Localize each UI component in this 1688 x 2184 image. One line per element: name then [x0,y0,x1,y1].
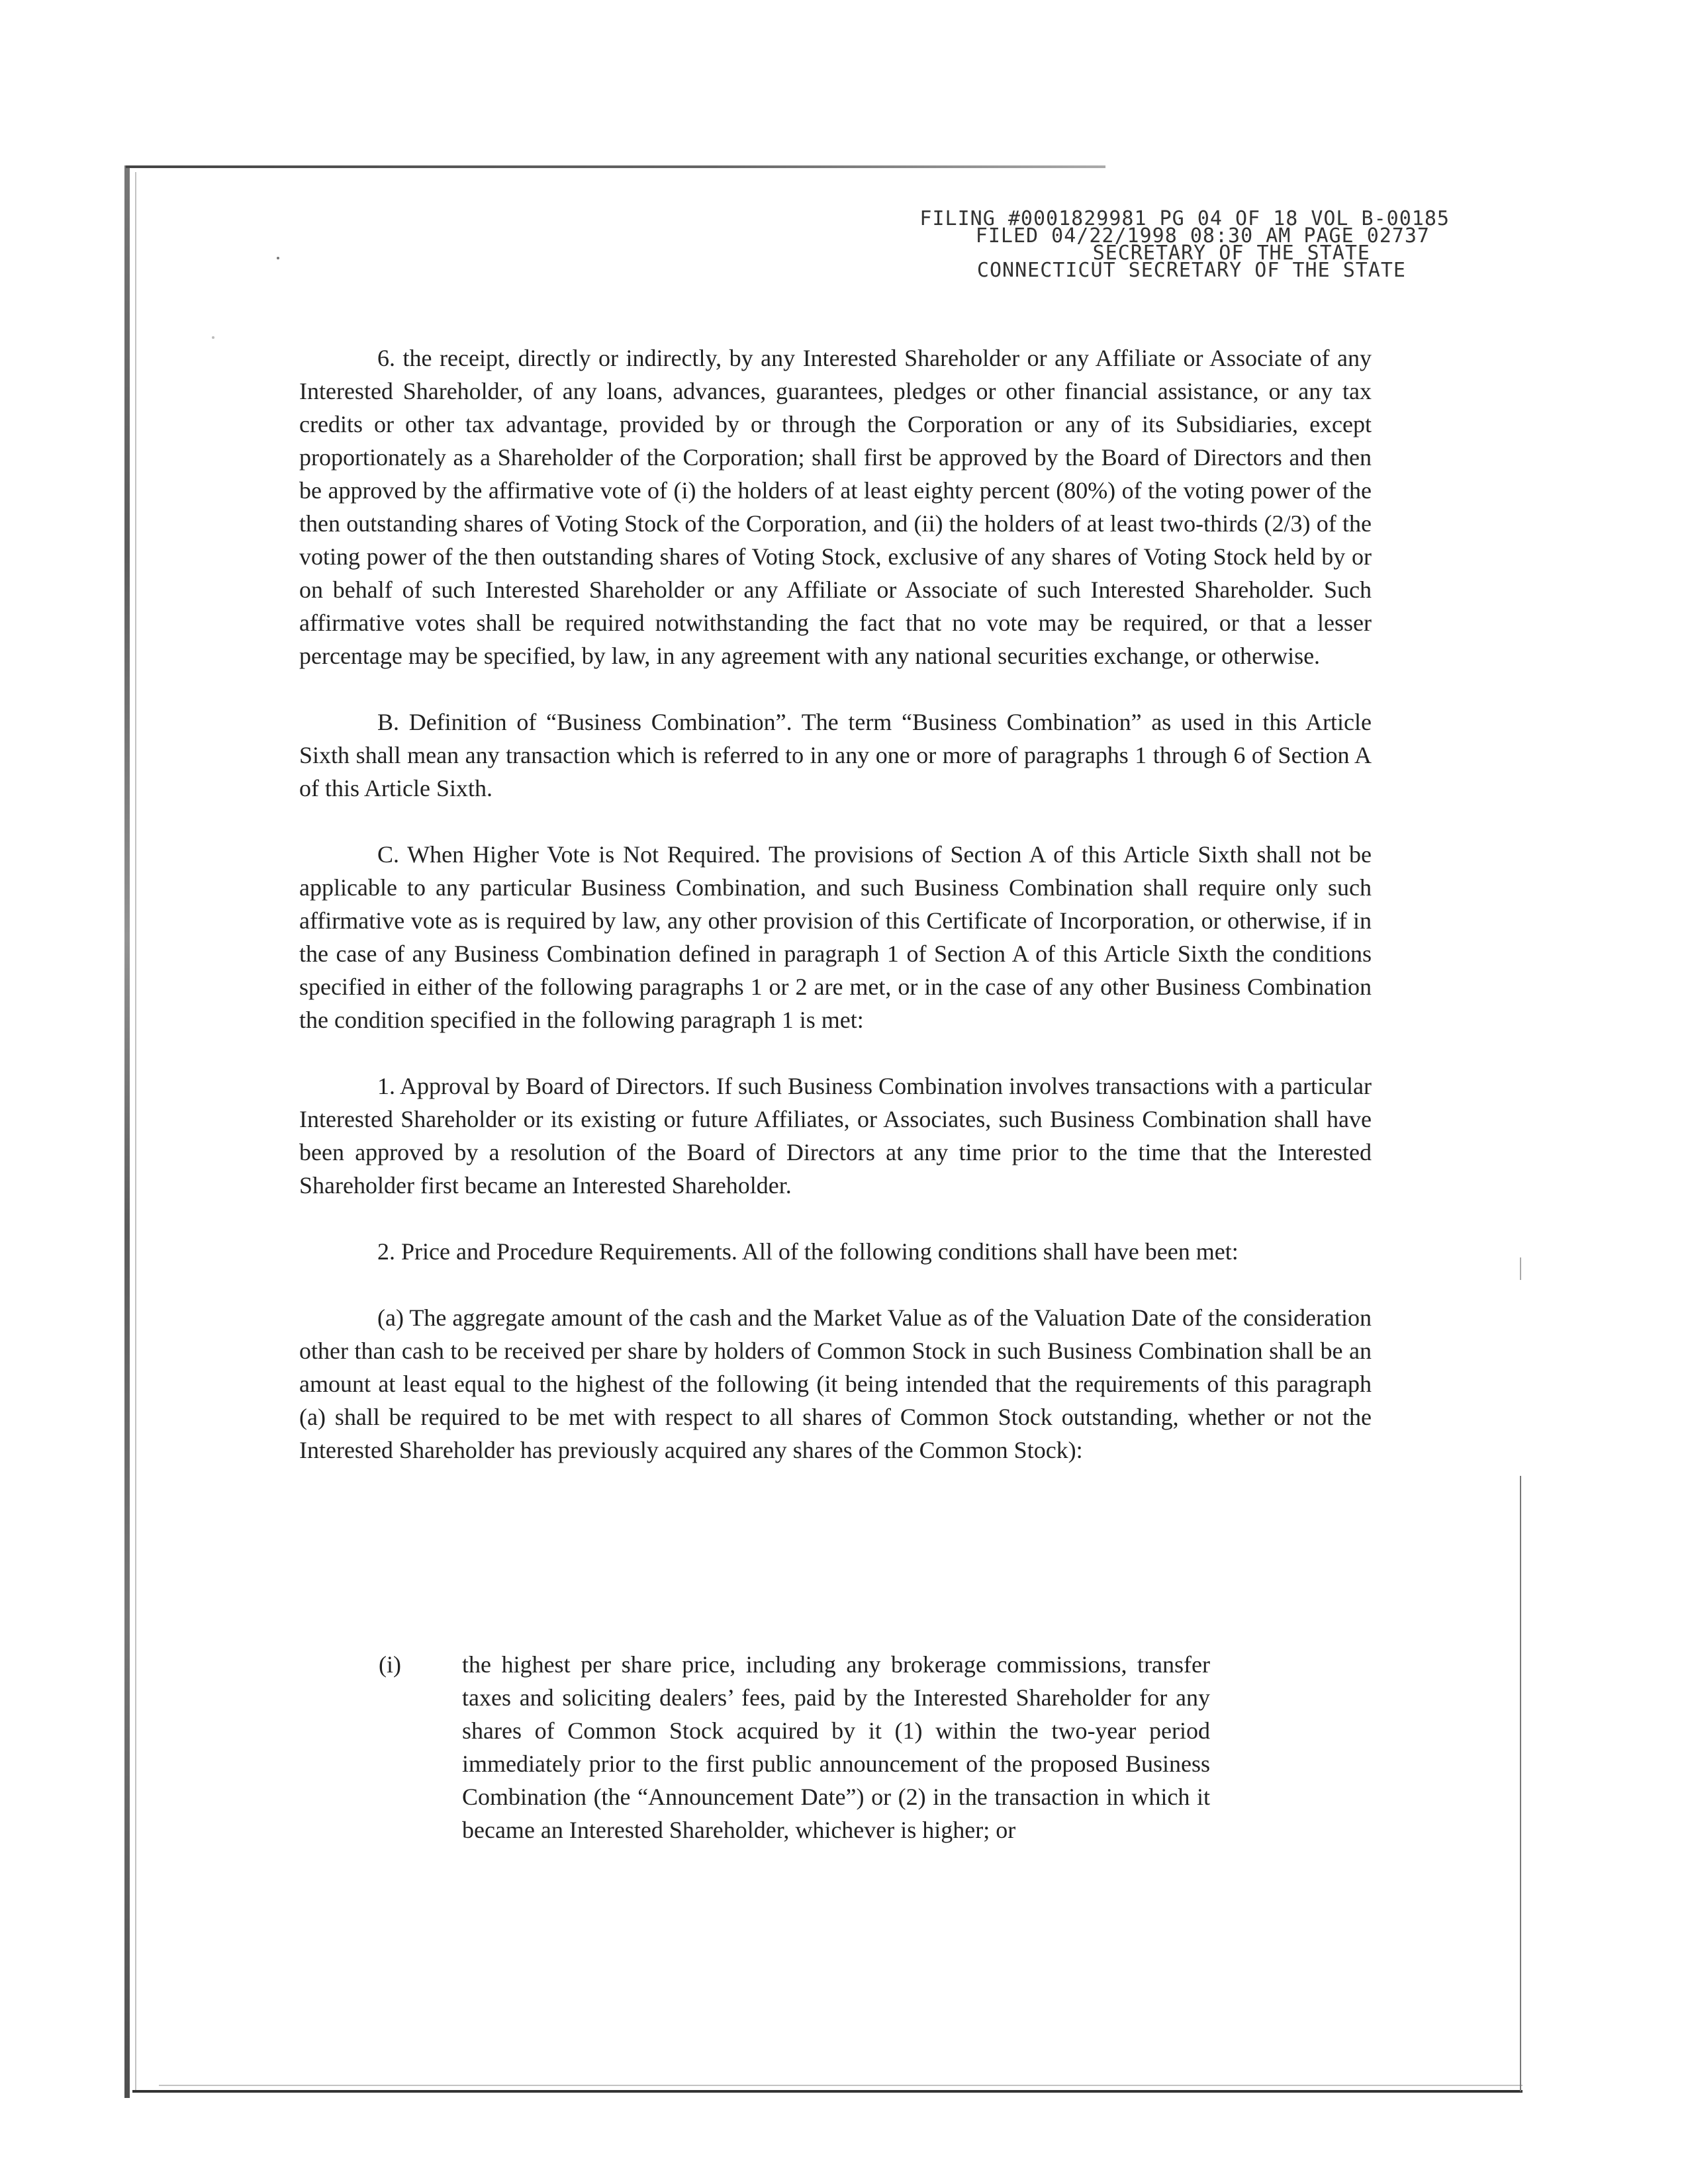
scan-edge-left-inner [135,172,136,2091]
filing-stamp [788,207,1450,282]
sub-item-label: (i) [379,1651,401,1678]
filing-office: SECRETARY OF THE STATE [1092,242,1370,265]
scan-mark [1520,1257,1521,1280]
filing-date: FILED 04/22/1998 08:30 AM PAGE 02737 [975,224,1430,248]
section-c: C. When Higher Vote is Not Required. The provisions of Section A of this Article Sixth shall not be applicable to any particular Business Combination, and such Business Combination shall require only such affirmative vote as is required by law, any other provision of this Certificate of Incorporation, or otherwise, if in the case of any Business Combination defined in paragraph 1 of Section A of this Article Sixth the conditions specified in either of the following paragraphs 1 or 2 are met, or in the case of any other Business Combination the condition specified in the following paragraph 1 is met: [299,841,1372,1033]
section-b: B. Definition of “Business Combination”. The term “Business Combination” as used in this Article Sixth shall mean any transaction which is referred to in any one or more of paragraphs 1 through 6 of Section A of this Article Sixth. [299,709,1372,801]
scan-edge-left [124,165,130,2098]
filing-number: FILING #0001829981 PG 04 OF 18 VOL B-00185 [919,207,1450,230]
scan-speck [212,336,214,339]
scan-edge-bottom [132,2090,1523,2093]
scan-edge-top [126,165,1105,168]
section-c-paragraph-2: 2. Price and Procedure Requirements. All of the following conditions shall have been met: [377,1238,1239,1265]
document-body [299,341,1372,1467]
scan-speck [277,257,279,259]
section-c-paragraph-2a: (a) The aggregate amount of the cash and the Market Value as of the Valuation Date of the consideration other than cash to be received per share by holders of Common Stock in such Business Combination shall be an amount at least equal to the highest of the following (it being intended that the requirements of this paragraph (a) shall be required to be met with respect to all shares of Common Stock outstanding, whether or not the Interested Shareholder has previously acquired any shares of the Common Stock): [299,1304,1372,1463]
paragraph-6: 6. the receipt, directly or indirectly, by any Interested Shareholder or any Affiliate or Associate of any Interested Shareholder, of any loans, advances, guarantees, pledges or other financial assistance, or any tax credits or other tax advantage, provided by or through the Corporation or any of its Subsidiaries, except proportionately as a Shareholder of the Corporation; shall first be approved by the Board of Directors and then be approved by the affirmative vote of (i) the holders of at least eighty percent (80%) of the voting power of the then outstanding shares of Voting Stock of the Corporation, and (ii) the holders of at least two-thirds (2/3) of the voting power of the then outstanding shares of Voting Stock, exclusive of any shares of Voting Stock held by or on behalf of such Interested Shareholder or any Affiliate or Associate of such Interested Shareholder. Such affirmative votes shall be required notwithstanding the fact that no vote may be required, or that a lesser percentage may be specified, by law, in any agreement with any national securities exchange, or otherwise. [299,345,1372,669]
scan-edge-bottom-inner [159,2085,1523,2086]
sub-item-text: the highest per share price, including any brokerage commissions, transfer taxes and soliciting dealers’ fees, paid by the Interested Shareholder for any shares of Common Stock acquired by it (1) within the two-year period immediately prior to the first public announcement of the proposed Business Combination (the “Announcement Date”) or (2) in the transaction in which it became an Interested Shareholder, whichever is higher; or [462,1651,1210,1843]
filing-state: CONNECTICUT SECRETARY OF THE STATE [976,259,1406,282]
section-c-paragraph-1: 1. Approval by Board of Directors. If such Business Combination involves transactions with a particular Interested Shareholder or its existing or future Affiliates, or Associates, such Business Combination shall have been approved by a resolution of the Board of Directors at any time prior to the time that the Interested Shareholder first became an Interested Shareholder. [299,1073,1372,1199]
scan-edge-right [1520,1476,1521,2091]
